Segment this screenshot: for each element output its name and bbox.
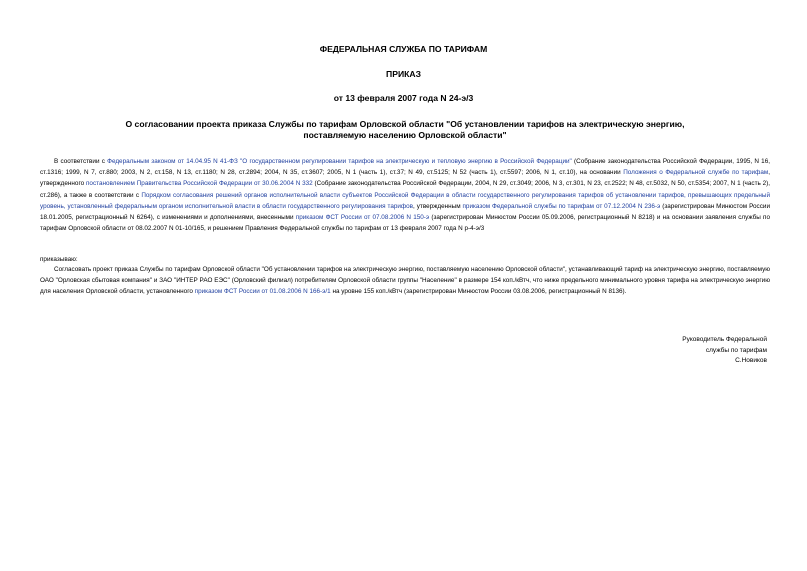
link-fst-order-166e1[interactable]: приказом ФСТ России от 01.08.2006 N 166-э/1 — [194, 288, 331, 296]
preamble-text-5: , утвержденным — [413, 202, 463, 210]
preamble-text-6: (зарегистрирован Минюстом России 18.01.2005, регистрационный N 6264), с изменениями и дополнениями, внесенными — [40, 202, 770, 222]
preamble-text-1: В соответствии с — [54, 158, 108, 165]
link-federal-law-41fz[interactable]: Федеральным законом от 14.04.95 N 41-ФЗ "О государственном регулировании тарифов на электрическую и тепловую энергию в Российской Федерации" — [107, 158, 572, 165]
preamble-text-2: (Собрание законодательства Российской Федерации, 1995, N 16, ст.1316; 1999, N 7, ст.880; 2003, N 2, ст.158, N 13, ст.1180; N 28, ст.2894; 2004, N 35, ст.3607; 2005, N 1 (часть 1), ст.37; N 49, ст.5125; N 52 (часть 1), ст.5597; 2006, N 1, ст.10), на основании — [40, 158, 771, 177]
signature-block — [567, 335, 767, 367]
link-fst-order-236e[interactable]: приказом Федеральной службы по тарифам от 07.12.2004 N 236-э — [462, 202, 661, 210]
signature-name: С.Новиков — [735, 357, 767, 365]
link-government-decree-332[interactable]: постановлением Правительства Российской Федерации от 30.06.2004 N 332 — [85, 180, 313, 188]
document-title: О согласовании проекта приказа Службы по тарифам Орловской области "Об установлении тарифов на электрическую энергию, поставляемую населению Орловской области" — [125, 119, 685, 140]
link-fst-regulation[interactable]: Положения о Федеральной службе по тарифам — [623, 169, 769, 177]
signature-agency: службы по тарифам — [705, 346, 767, 354]
preamble-text-3: , утвержденного — [40, 169, 770, 188]
signature-position: Руководитель Федеральной — [682, 336, 767, 343]
link-fst-order-150e[interactable]: приказом ФСТ России от 07.08.2006 N 150-э — [295, 214, 430, 222]
agency-name: ФЕДЕРАЛЬНАЯ СЛУЖБА ПО ТАРИФАМ — [319, 44, 488, 54]
order-word: приказываю: — [40, 256, 78, 263]
decision-text-2: на уровне 155 коп./кВтч (зарегистрирован Минюстом России 03.08.2006, регистрационный N 8136). — [330, 288, 627, 296]
decision-text-1: Согласовать проект приказа Службы по тарифам Орловской области "Об установлении тарифов на электрическую энергию, поставляемую населению Орловской области", устанавливающий тариф на электрическую энергию, поставляемую ОАО "Орловская сбытовая компания" и ЗАО "ИНТЕР РАО ЕЭС" (Орловский филиал) потребителям Орловской области группы "Население" в размере 154 коп./кВтч, что ниже предельного минимального уровня тарифа на электрическую энергию для населения Орловской области, установленного — [40, 266, 770, 296]
paragraph-decision — [40, 264, 770, 298]
link-approval-procedure[interactable]: Порядком согласования решений органов исполнительной власти субъектов Российской Федерации в области государственного регулирования тарифов об установлении тарифов, превышающих предельный уровень, установленный федеральным органом исполнительной власти в области государственного регулирования тарифов — [40, 191, 771, 210]
preamble-text-7: (зарегистрирован Минюстом России 05.09.2006, регистрационный N 8218) и на основании заявления службы по тарифам Орловской области от 08.02.2007 N 01-10/165, и решением Правления Федеральной службы по тарифам от 13 февраля 2007 года N р-4-э/3 — [40, 214, 771, 233]
document-type: ПРИКАЗ — [386, 69, 421, 79]
paragraph-preamble — [40, 156, 770, 234]
preamble-text-4: (Собрание законодательства Российской Федерации, 2004, N 29, ст.3049; 2006, N 3, ст.301, N 23, ст.2522; N 48, ст.5032, N 50, ст.5354; 2007, N 1 (часть 2), ст.286), а также в соответствии с — [40, 180, 771, 199]
document-date-number: от 13 февраля 2007 года N 24-э/3 — [333, 93, 474, 103]
